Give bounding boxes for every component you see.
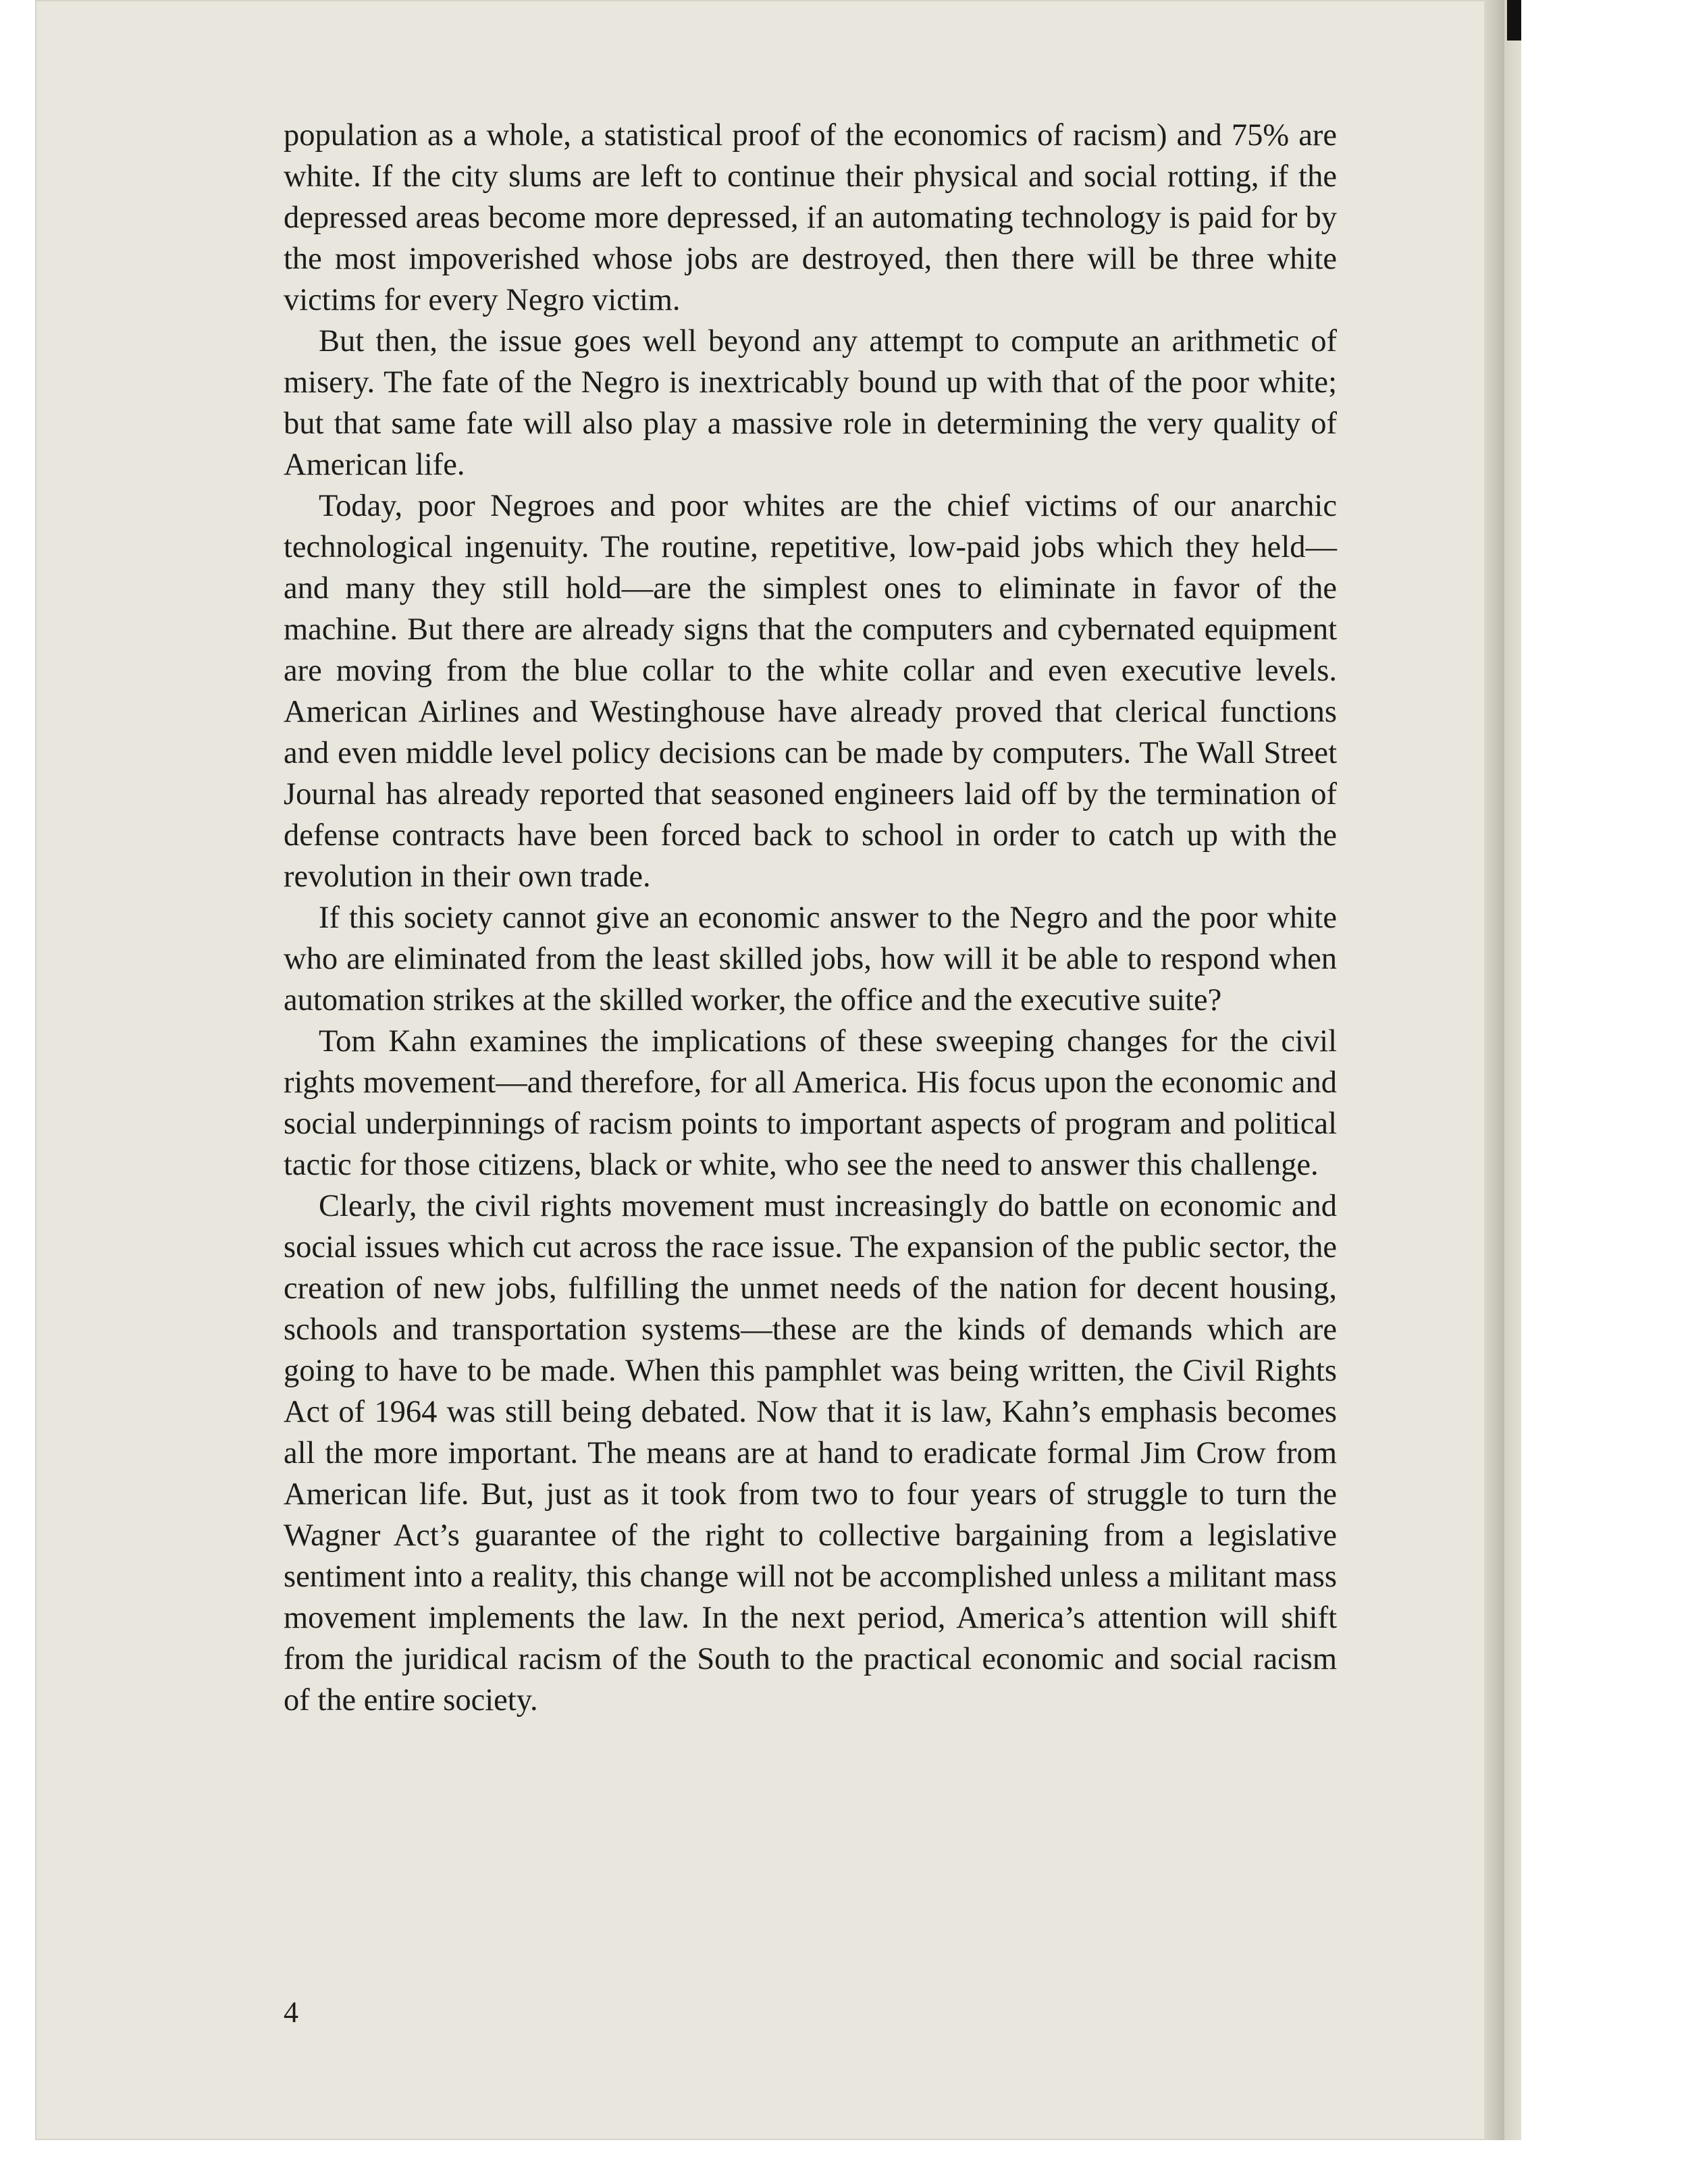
paragraph-2: But then, the issue goes well beyond any attempt to compute an arithmetic of misery. The fate of the Negro is inextricably bound up with that of the poor white; but that same fate will also play a massive role in determining the very quality of American life. — [284, 324, 1337, 482]
paragraph-6: Clearly, the civil rights movement must increasingly do battle on economic and social issues which cut across the race issue. The expansion of the public sector, the creation of new jobs, fulfilling the unmet needs of the nation for decent housing, schools and transportation systems—these are the kinds of demands which are going to have to be made. When this pamphlet was being written, the Civil Rights Act of 1964 was still being debated. Now that it is law, Kahn’s emphasis becomes all the more important. The means are at hand to eradicate formal Jim Crow from American life. But, just as it took from two to four years of struggle to turn the Wagner Act’s guarantee of the right to collective bargaining from a legislative sentiment into a reality, this change will not be accomplished unless a militant mass movement implements the law. In the next period, America’s attention will shift from the juridical racism of the South to the practical economic and social racism of the entire society. — [284, 1189, 1337, 1717]
paragraph-1: population as a whole, a statistical proof of the economics of racism) and 75% are white. If the city slums are left to continue their physical and social rotting, if the depressed areas become more depressed, if an automating technology is paid for by the most impoverished whose jobs are destroyed, then there will be three white victims for every Negro victim. — [284, 118, 1337, 317]
binding-edge — [1507, 0, 1522, 41]
page-edge — [1504, 0, 1521, 2140]
paragraph-4: If this society cannot give an economic answer to the Negro and the poor white who are eliminated from the least skilled jobs, how will it be able to respond when automation strikes at the skilled worker, the office and the executive suite? — [284, 901, 1337, 1017]
body-text — [284, 115, 1337, 1721]
page-fold-shadow — [1484, 0, 1504, 2140]
paragraph-5: Tom Kahn examines the implications of these sweeping changes for the civil rights movement—and therefore, for all America. His focus upon the economic and social underpinnings of racism points to important aspects of program and political tactic for those citizens, black or white, who see the need to answer this challenge. — [284, 1024, 1337, 1182]
page-number: 4 — [284, 1996, 298, 2029]
scan-margin-bottom — [35, 2140, 1521, 2184]
scan-margin-right — [1521, 0, 1688, 2184]
paragraph-3: Today, poor Negroes and poor whites are the chief victims of our anarchic technological ingenuity. The routine, repetitive, low-paid jobs which they held—and many they still hold—are the simplest ones to eliminate in favor of the machine. But there are already signs that the computers and cybernated equipment are moving from the blue collar to the white collar and even executive levels. American Airlines and Westinghouse have already proved that clerical functions and even middle level policy decisions can be made by computers. The Wall Street Journal has already reported that seasoned engineers laid off by the termination of defense contracts have been forced back to school in order to catch up with the revolution in their own trade. — [284, 489, 1337, 894]
